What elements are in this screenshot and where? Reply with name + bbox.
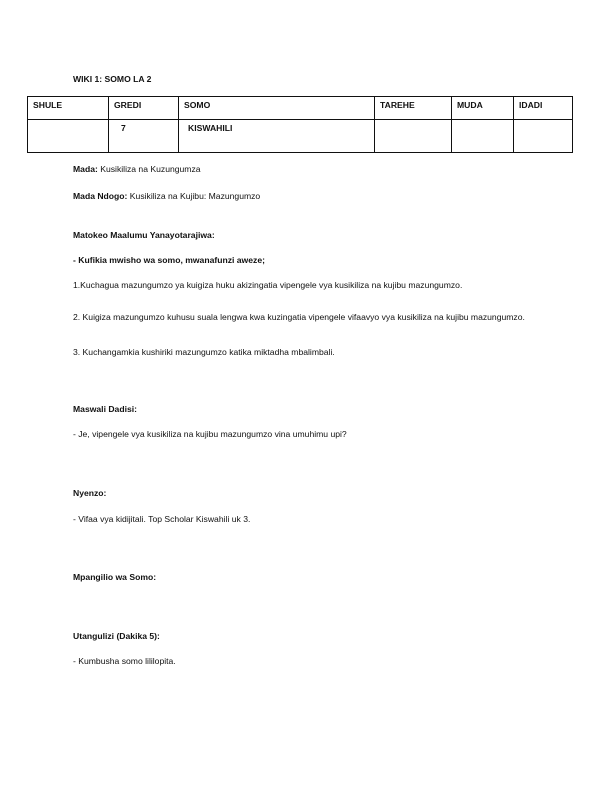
cell-gredi: 7: [109, 120, 179, 153]
mada-ndogo-value: Kusikiliza na Kujibu: Mazungumzo: [127, 191, 261, 201]
lesson-info-table: [27, 96, 573, 153]
mada-label: Mada:: [73, 164, 98, 174]
cell-somo: KISWAHILI: [179, 120, 375, 153]
header-somo: SOMO: [179, 97, 375, 120]
cell-muda: [452, 120, 514, 153]
nyenzo-text: - Vifaa vya kidijitali. Top Scholar Kiswahili uk 3.: [73, 514, 251, 524]
mada-line: [73, 163, 201, 176]
maswali-text: - Je, vipengele vya kusikiliza na kujibu mazungumzo vina umuhimu upi?: [73, 429, 347, 439]
utangulizi-heading: Utangulizi (Dakika 5):: [73, 631, 160, 641]
maswali-heading: Maswali Dadisi:: [73, 404, 137, 414]
cell-idadi: [514, 120, 573, 153]
matokeo-intro: - Kufikia mwisho wa somo, mwanafunzi aweze;: [73, 255, 265, 265]
matokeo-item-3: 3. Kuchangamkia kushiriki mazungumzo katika miktadha mbalimbali.: [73, 347, 335, 357]
cell-tarehe: [375, 120, 452, 153]
utangulizi-text: - Kumbusha somo lililopita.: [73, 656, 176, 666]
header-muda: MUDA: [452, 97, 514, 120]
mpangilio-heading: Mpangilio wa Somo:: [73, 572, 157, 582]
mada-ndogo-line: [73, 190, 260, 203]
matokeo-heading: Matokeo Maalumu Yanayotarajiwa:: [73, 230, 215, 240]
header-shule: SHULE: [28, 97, 109, 120]
lesson-title: WIKI 1: SOMO LA 2: [73, 74, 152, 84]
header-tarehe: TAREHE: [375, 97, 452, 120]
mada-ndogo-label: Mada Ndogo:: [73, 191, 128, 201]
header-gredi: GREDI: [109, 97, 179, 120]
matokeo-item-2: 2. Kuigiza mazungumzo kuhusu suala lengwa kwa kuzingatia vipengele vifaavyo vya kusikiliza na kujibu mazungumzo.: [73, 312, 525, 322]
nyenzo-heading: Nyenzo:: [73, 488, 107, 498]
matokeo-item-1: 1.Kuchagua mazungumzo ya kuigiza huku akizingatia vipengele vya kusikiliza na kujibu mazungumzo.: [73, 280, 463, 290]
cell-shule: [28, 120, 109, 153]
mada-value: Kusikiliza na Kuzungumza: [97, 164, 201, 174]
header-idadi: IDADI: [514, 97, 573, 120]
